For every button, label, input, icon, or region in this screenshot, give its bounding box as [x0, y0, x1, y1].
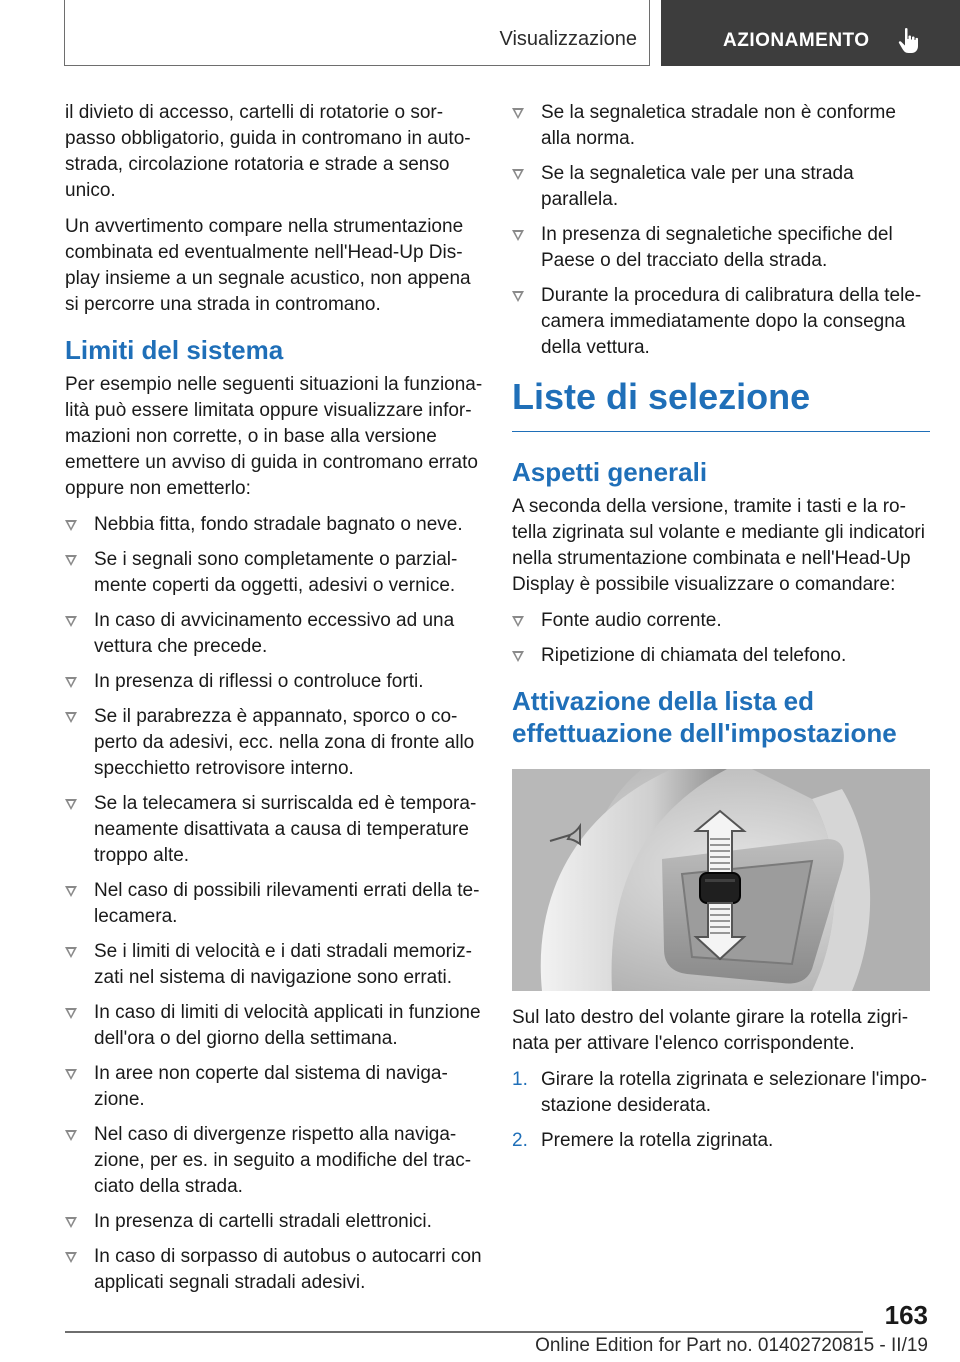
edition-info: Online Edition for Part no. 01402720815 - II/19: [535, 1335, 928, 1356]
bullet-triangle-icon: [512, 169, 524, 180]
list-item: [65, 939, 483, 991]
bullet-triangle-icon: [512, 651, 524, 662]
activation-paragraph: Sul lato destro del volante girare la rotella zigri-nata per attivare l'elenco corrispondente.: [512, 1007, 909, 1054]
bullet-triangle-icon: [65, 555, 77, 566]
step-number: 2.: [512, 1130, 528, 1151]
bullet-triangle-icon: [65, 886, 77, 897]
limits-intro: Per esempio nelle seguenti situazioni la funziona-lità può essere limitata oppure visualizzare infor-mazioni non corrette, o in base alla versione emettere un avviso di guida in contromano errato oppure non emetterlo:: [65, 374, 483, 499]
list-item: [65, 704, 483, 782]
list-item-text: Ripetizione di chiamata del telefono.: [541, 645, 847, 666]
list-item: [65, 669, 483, 695]
bullet-triangle-icon: [65, 712, 77, 723]
step-text: Premere la rotella zigrinata.: [541, 1130, 774, 1151]
bullet-triangle-icon: [65, 1217, 77, 1228]
step-number: 1.: [512, 1069, 528, 1090]
list-item-text: In aree non coperte dal sistema di naviga-zione.: [94, 1063, 448, 1110]
limits-list: [65, 512, 483, 1296]
bullet-triangle-icon: [65, 1069, 77, 1080]
list-item: [65, 512, 483, 538]
list-item: [512, 608, 930, 634]
bullet-triangle-icon: [512, 291, 524, 302]
list-item-text: In presenza di riflessi o controluce forti.: [94, 671, 424, 692]
list-item: [65, 1244, 483, 1296]
limits-list-continued: [512, 100, 930, 361]
list-item-text: Fonte audio corrente.: [541, 610, 722, 631]
bullet-triangle-icon: [65, 1008, 77, 1019]
list-item-text: In caso di limiti di velocità applicati in funzione dell'ora o del giorno della settimana.: [94, 1002, 481, 1049]
bullet-triangle-icon: [512, 230, 524, 241]
bullet-triangle-icon: [65, 1252, 77, 1263]
chapter-title: AZIONAMENTO: [723, 30, 870, 51]
list-item: [512, 222, 930, 274]
steering-wheel-image: [512, 769, 930, 991]
bullet-triangle-icon: [65, 947, 77, 958]
list-item: [65, 878, 483, 930]
list-item: [65, 547, 483, 599]
activation-heading: Attivazione della lista ed effettuazione dell'impostazione: [512, 686, 897, 748]
bullet-triangle-icon: [65, 677, 77, 688]
chapter-tab[interactable]: [661, 0, 960, 66]
list-item-text: Se la segnaletica vale per una strada parallela.: [541, 163, 854, 210]
list-item: [65, 608, 483, 660]
general-list: [512, 608, 930, 669]
list-item-text: Nebbia fitta, fondo stradale bagnato o neve.: [94, 514, 463, 535]
bullet-triangle-icon: [512, 108, 524, 119]
list-item-text: Se il parabrezza è appannato, sporco o co-perto da adesivi, ecc. nella zona di fronte allo specchietto retrovisore interno.: [94, 706, 475, 779]
list-item: [512, 161, 930, 213]
list-item: [65, 1122, 483, 1200]
bullet-triangle-icon: [512, 616, 524, 627]
list-item-text: In presenza di segnaletiche specifiche del Paese o del tracciato della strada.: [541, 224, 893, 271]
list-item-text: Durante la procedura di calibratura della tele-camera immediatamente dopo la consegna della vettura.: [541, 285, 922, 358]
list-item: [512, 283, 930, 361]
steps-list: [512, 1067, 930, 1154]
step-item: [512, 1128, 930, 1154]
list-item-text: In caso di avvicinamento eccessivo ad una vettura che precede.: [94, 610, 455, 657]
list-item-text: In presenza di cartelli stradali elettronici.: [94, 1211, 432, 1232]
general-heading: Aspetti generali: [512, 457, 708, 487]
list-item: [512, 643, 930, 669]
list-item: [65, 1061, 483, 1113]
list-item-text: Nel caso di divergenze rispetto alla naviga-zione, per es. in seguito a modifiche del trac-ciato della strada.: [94, 1124, 472, 1197]
general-paragraph: A seconda della versione, tramite i tasti e la ro-tella zigrinata sul volante e mediante gli indicatori nella strumentazione combinata e nell'Head-Up Display è possibile visualizzare o comandare:: [512, 496, 925, 595]
list-item-text: Se la telecamera si surriscalda ed è tempora-neamente disattivata a causa di temperature troppo alte.: [94, 793, 477, 866]
bullet-triangle-icon: [65, 799, 77, 810]
list-item: [65, 1209, 483, 1235]
footer-divider: [65, 1331, 863, 1333]
list-item: [65, 791, 483, 869]
list-item-text: Se i limiti di velocità e i dati stradali memoriz-zati nel sistema di navigazione sono errati.: [94, 941, 473, 988]
section-title: Visualizzazione: [499, 28, 637, 50]
step-item: [512, 1067, 930, 1119]
list-item-text: Se i segnali sono completamente o parzial-mente coperti da oggetti, adesivi o vernice.: [94, 549, 458, 596]
header-frame: [64, 0, 650, 66]
main-heading: Liste di selezione: [512, 375, 930, 432]
page-number: 163: [884, 1300, 928, 1330]
intro-paragraph-2: Un avvertimento compare nella strumentazione combinata ed eventualmente nell'Head-Up Dis-play insieme a un segnale acustico, non appena si percorre una strada in contromano.: [65, 216, 471, 315]
list-item-text: Se la segnaletica stradale non è conforme alla norma.: [541, 102, 896, 149]
list-item: [65, 1000, 483, 1052]
list-item-text: In caso di sorpasso di autobus o autocarri con applicati segnali stradali adesivi.: [94, 1246, 482, 1293]
intro-paragraph-1: il divieto di accesso, cartelli di rotatorie o sor-passo obbligatorio, guida in contromano in auto-strada, circolazione rotatoria e strade a senso unico.: [65, 102, 471, 201]
bullet-triangle-icon: [65, 616, 77, 627]
list-item-text: Nel caso di possibili rilevamenti errati della te-lecamera.: [94, 880, 480, 927]
bullet-triangle-icon: [65, 1130, 77, 1141]
limits-heading: Limiti del sistema: [65, 335, 284, 365]
bullet-triangle-icon: [65, 520, 77, 531]
right-column: [512, 100, 930, 1163]
list-item: [512, 100, 930, 152]
step-text: Girare la rotella zigrinata e selezionare l'impo-stazione desiderata.: [541, 1069, 927, 1116]
left-column: [65, 100, 483, 1305]
hand-pointer-icon: [894, 26, 924, 56]
